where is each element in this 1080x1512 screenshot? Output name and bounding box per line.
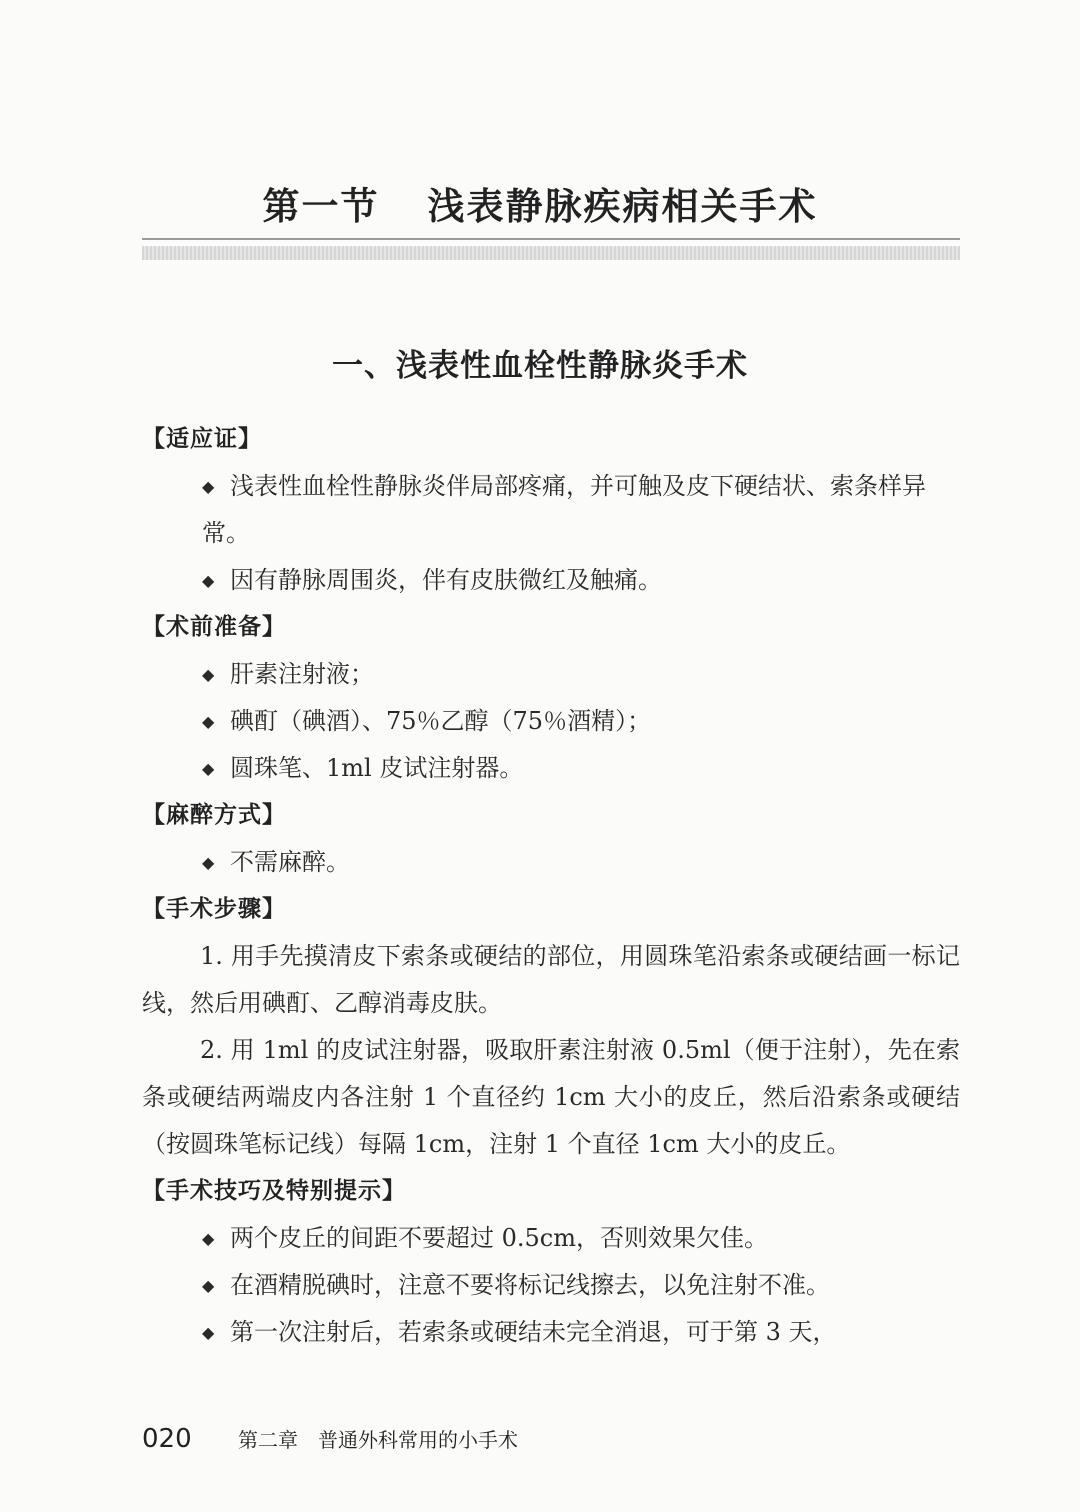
bullet-text: 因有静脉周围炎，伴有皮肤微红及触痛。 bbox=[230, 566, 662, 594]
title-rule-band bbox=[142, 246, 960, 260]
bullet-item bbox=[142, 839, 960, 886]
bullet-text: 碘酊（碘酒）、75％乙醇（75％酒精）； bbox=[230, 707, 652, 735]
section-number: 第一节 bbox=[262, 185, 380, 228]
bullet-text: 浅表性血栓性静脉炎伴局部疼痛，并可触及皮下硬结状、索条样异常。 bbox=[202, 472, 926, 547]
section-heading: 【手术步骤】 bbox=[142, 896, 286, 922]
section-heading: 【手术技巧及特别提示】 bbox=[142, 1178, 406, 1204]
section-name: 浅表静脉疾病相关手术 bbox=[427, 185, 818, 228]
page-footer bbox=[142, 1424, 960, 1454]
bullet-item bbox=[142, 651, 960, 698]
bullet-item bbox=[142, 1309, 960, 1356]
bullet-text: 圆珠笔、1ml 皮试注射器。 bbox=[230, 754, 524, 782]
diamond-bullet-icon: ◆ bbox=[202, 571, 215, 590]
diamond-bullet-icon: ◆ bbox=[202, 1276, 215, 1295]
section-heading: 【适应证】 bbox=[142, 426, 262, 452]
diamond-bullet-icon: ◆ bbox=[202, 665, 215, 684]
step-paragraph: 2. 用 1ml 的皮试注射器，吸取肝素注射液 0.5ml（便于注射），先在索条或硬结两端皮内各注射 1 个直径约 1cm 大小的皮丘，然后沿索条或硬结（按圆珠笔标记线）每隔 1cm，注射 1 个直径 1cm 大小的皮丘。 bbox=[142, 1036, 960, 1158]
bullet-text: 不需麻醉。 bbox=[230, 848, 350, 876]
section-heading: 【术前准备】 bbox=[142, 614, 286, 640]
bullet-item bbox=[142, 463, 960, 557]
bullet-text: 在酒精脱碘时，注意不要将标记线擦去，以免注射不准。 bbox=[230, 1271, 830, 1299]
bullet-item bbox=[142, 745, 960, 792]
diamond-bullet-icon: ◆ bbox=[202, 1323, 215, 1342]
diamond-bullet-icon: ◆ bbox=[202, 712, 215, 731]
section-title bbox=[0, 176, 1080, 230]
step-paragraph: 1. 用手先摸清皮下索条或硬结的部位，用圆珠笔沿索条或硬结画一标记线，然后用碘酊、乙醇消毒皮肤。 bbox=[142, 942, 960, 1017]
diamond-bullet-icon: ◆ bbox=[202, 477, 215, 496]
section-heading: 【麻醉方式】 bbox=[142, 802, 286, 828]
title-rule bbox=[142, 238, 960, 240]
diamond-bullet-icon: ◆ bbox=[202, 1229, 215, 1248]
bullet-text: 肝素注射液； bbox=[230, 660, 374, 688]
bullet-item bbox=[142, 1262, 960, 1309]
page-number: 020 bbox=[142, 1424, 192, 1454]
bullet-item bbox=[142, 557, 960, 604]
diamond-bullet-icon: ◆ bbox=[202, 853, 215, 872]
bullet-item bbox=[142, 698, 960, 745]
diamond-bullet-icon: ◆ bbox=[202, 759, 215, 778]
bullet-text: 第一次注射后，若索条或硬结未完全消退，可于第 3 天， bbox=[230, 1318, 837, 1346]
body-text bbox=[142, 416, 960, 1356]
bullet-text: 两个皮丘的间距不要超过 0.5cm，否则效果欠佳。 bbox=[230, 1224, 768, 1252]
bullet-item bbox=[142, 1215, 960, 1262]
chapter-running-head: 第二章 普通外科常用的小手术 bbox=[238, 1428, 518, 1452]
subsection-title: 一、浅表性血栓性静脉炎手术 bbox=[332, 348, 748, 384]
